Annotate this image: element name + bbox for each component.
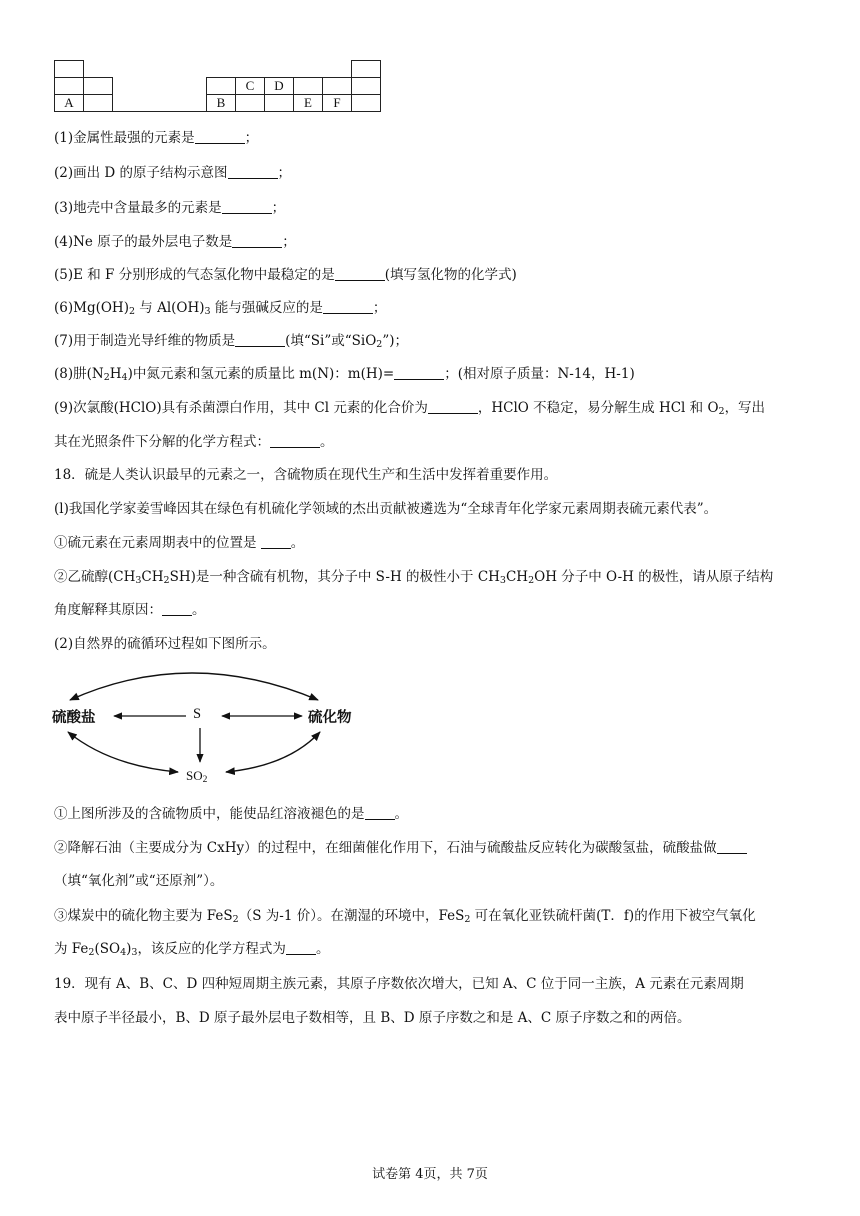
arc-arrow-top bbox=[70, 673, 318, 700]
answer-blank bbox=[717, 839, 747, 854]
answer-blank bbox=[428, 399, 478, 414]
q17-item-5: (5)E 和 F 分别形成的气态氢化物中最稳定的是 (填写氢化物的化学式) bbox=[54, 267, 517, 283]
q18-part-1: (l)我国化学家姜雪峰因其在绿色有机硫化学领域的杰出贡献被遴选为“全球青年化学家元素周期表硫元素代表”。 bbox=[54, 501, 718, 517]
q18-part-1b: ②乙硫醇$(CH_3CH_2SH)$是一种含硫有机物，其分子中 S-H 的极性小于 $CH_3CH_2OH$ 分子中 O-H 的极性，请从原子结构 bbox=[54, 569, 774, 586]
q19-line-2: 表中原子半径最小，B、D 原子最外层电子数相等，且 B、D 原子序数之和是 A、C 原子序数之和的两倍。 bbox=[54, 1010, 691, 1026]
q17-item-9: (9)次氯酸(HClO)具有杀菌漂白作用，其中 Cl 元素的化合价为 ，HClO 不稳定，易分解生成 HCl 和 $O_2$，写出 bbox=[54, 400, 766, 417]
q17-item-3: (3)地壳中含量最多的元素是 ； bbox=[54, 200, 286, 216]
q18-part-1a: ①硫元素在元素周期表中的位置是 。 bbox=[54, 535, 305, 551]
q18-part-2b-cont: （填“氧化剂”或“还原剂”）。 bbox=[54, 873, 224, 889]
cell-D: D bbox=[264, 77, 294, 95]
arc-arrow-left bbox=[68, 732, 178, 772]
cell-C: C bbox=[235, 77, 265, 95]
q18-part-2b: ②降解石油（主要成分为 CxHy）的过程中，在细菌催化作用下，石油与硫酸盐反应转化为碳酸氢盐，硫酸盐做 bbox=[54, 838, 820, 858]
answer-blank bbox=[323, 299, 373, 314]
answer-blank bbox=[270, 433, 320, 448]
answer-blank bbox=[335, 266, 385, 281]
answer-blank bbox=[162, 601, 192, 616]
q17-item-1: (1)金属性最强的元素是 ； bbox=[54, 130, 259, 146]
label-sulfide: 硫化物 bbox=[308, 710, 352, 726]
q17-item-2: (2)画出 D 的原子结构示意图 ； bbox=[54, 165, 292, 181]
sulfur-cycle-diagram bbox=[50, 664, 370, 794]
q19-line-1: 19．现有 A、B、C、D 四种短周期主族元素，其原子序数依次增大，已知 A、C 位于同一主族，A 元素在元素周期 bbox=[54, 976, 744, 992]
q17-item-4: (4)Ne 原子的最外层电子数是 ； bbox=[54, 234, 296, 250]
answer-blank bbox=[235, 332, 285, 347]
q18-part-1b-cont: 角度解释其原因： 。 bbox=[54, 602, 206, 618]
q17-item-7: (7)用于制造光导纤维的物质是 (填“Si”或“SiO$_2$”)； bbox=[54, 333, 409, 350]
q17-item-8: (8)肼$(N_2H_4)$中氮元素和氢元素的质量比 m(N)：m(H)= ；(相对原子质量：N-14，H-1) bbox=[54, 366, 635, 383]
answer-blank bbox=[394, 365, 444, 380]
answer-blank bbox=[232, 233, 282, 248]
q18-part-2c-cont: 为 $Fe_2(SO_4)_3$，该反应的化学方程式为 。 bbox=[54, 941, 330, 958]
answer-blank bbox=[365, 805, 395, 820]
cell-F: F bbox=[322, 94, 352, 112]
cell-A: A bbox=[54, 94, 84, 112]
answer-blank bbox=[222, 199, 272, 214]
cell-B: B bbox=[206, 94, 236, 112]
answer-blank bbox=[195, 129, 245, 144]
q17-item-6: $(6)Mg(OH)_2$ 与 $Al(OH)_3$ 能与强碱反应的是 ； bbox=[54, 300, 387, 317]
q17-item-9-cont: 其在光照条件下分解的化学方程式： 。 bbox=[54, 434, 334, 450]
page-footer: 试卷第 4页，共 7页 bbox=[372, 1167, 488, 1182]
q18-part-2c: ③煤炭中的硫化物主要为 FeS$_2$（S 为-1 价）。在潮湿的环境中，FeS$_2$ 可在氧化亚铁硫杆菌(T．f)的作用下被空气氧化 bbox=[54, 908, 756, 925]
answer-blank bbox=[286, 940, 316, 955]
arc-arrow-right bbox=[226, 732, 320, 772]
label-so2: $SO_2$ bbox=[186, 768, 208, 785]
q18-part-2a: ①上图所涉及的含硫物质中，能使品红溶液褪色的是 。 bbox=[54, 806, 408, 822]
label-sulfur: S bbox=[193, 706, 202, 722]
answer-blank bbox=[228, 164, 278, 179]
q18-part-2: (2)自然界的硫循环过程如下图所示。 bbox=[54, 636, 276, 652]
label-sulfate: 硫酸盐 bbox=[52, 710, 96, 726]
answer-blank bbox=[261, 534, 291, 549]
q18-title: 18．硫是人类认识最早的元素之一，含硫物质在现代生产和生活中发挥着重要作用。 bbox=[54, 467, 558, 483]
cell-E: E bbox=[293, 94, 323, 112]
